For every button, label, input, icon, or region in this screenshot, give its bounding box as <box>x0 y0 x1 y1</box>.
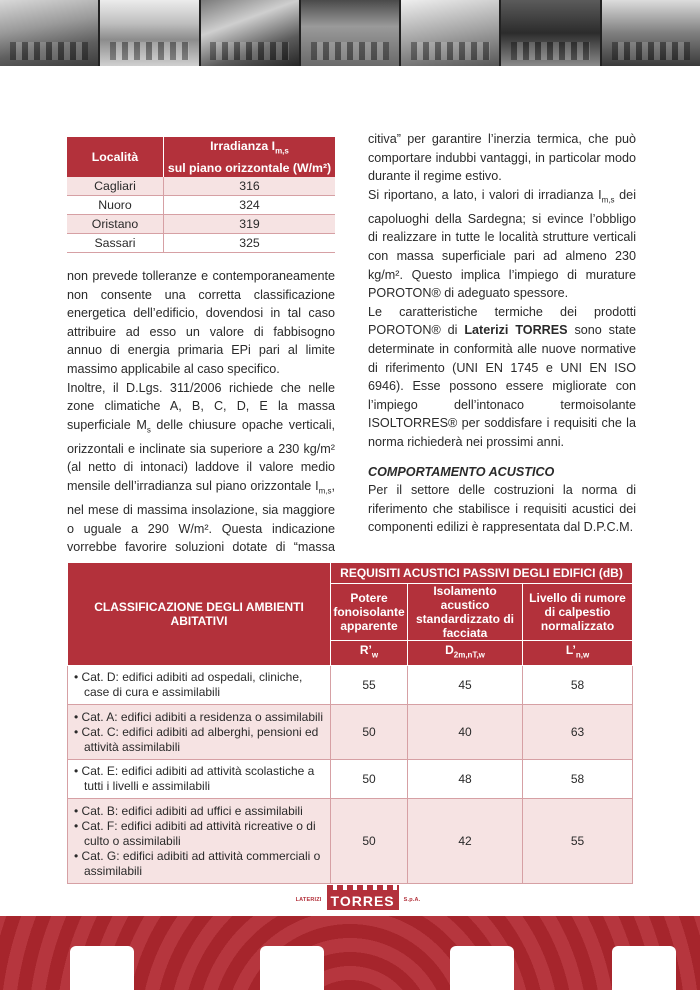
construction-photo <box>401 0 499 66</box>
company-name: Laterizi TORRES <box>464 323 568 338</box>
symbol-subscript: 2m,nT,w <box>453 650 485 660</box>
location-cell: Oristano <box>67 215 164 234</box>
column-header-facade-insulation: Isolamento acustico standardizzato di facciata <box>408 584 523 641</box>
value-cell: 45 <box>408 666 523 705</box>
left-column-text <box>67 267 335 576</box>
body-paragraph: citiva” per garantire l’inerzia termica, che può comportare indubbi vantaggi, in particolar modo durante il regime estivo. <box>368 132 636 184</box>
column-header-irradiance <box>164 137 336 177</box>
table-row <box>68 666 633 705</box>
construction-photo <box>0 0 98 66</box>
category-item: • Cat. A: edifici adibiti a residenza o assimilabili <box>74 710 324 725</box>
body-paragraph: non prevede tolleranze e contemporaneamente non consente una corretta classificazione energetica dell’edificio, dovendosi in tal caso attribuire ad esso un valore di fabbisogno annuo di energia primaria EPi pari al limite massimo applicabile al caso specifico. <box>67 269 335 376</box>
category-item: • Cat. C: edifici adibiti ad alberghi, pensioni ed attività assimilabili <box>74 725 324 755</box>
acoustic-requirements-table <box>67 562 633 884</box>
table-row <box>67 215 335 234</box>
header-photo-strip <box>0 0 700 66</box>
table-row <box>67 177 335 196</box>
irradiance-label: Irradianza I <box>210 139 276 154</box>
body-paragraph <box>368 303 636 452</box>
irradiance-cell: 324 <box>164 196 336 215</box>
category-cell <box>68 705 331 760</box>
category-item: • Cat. E: edifici adibiti ad attività scolastiche a tutti i livelli e assimilabili <box>74 764 324 794</box>
body-paragraph <box>368 186 636 303</box>
symbol-subscript: n,w <box>575 650 590 660</box>
irradiance-subscript: m,s <box>275 146 289 156</box>
symbol-subscript: w <box>371 650 379 660</box>
value-cell: 50 <box>331 760 408 799</box>
symbol-text: R’ <box>359 643 372 658</box>
construction-photo <box>602 0 700 66</box>
body-paragraph <box>67 379 335 576</box>
table-row <box>68 760 633 799</box>
right-column-text <box>368 130 636 537</box>
footer-tab <box>260 946 324 998</box>
symbol-r-w <box>331 641 408 666</box>
logo-right-text: S.p.A. <box>403 897 421 903</box>
column-header-location: Località <box>67 137 164 177</box>
table-row <box>67 234 335 253</box>
text-span: delle chiusure opache verticali, orizzontali e inclinate sia superiore a 230 kg/m² (al netto di intonaci) laddove il valore medio mensile dell’irradianza sul piano orizzontale I <box>67 417 335 494</box>
subscript: m,s <box>318 486 332 496</box>
category-cell <box>68 666 331 705</box>
irradiance-cell: 319 <box>164 215 336 234</box>
value-cell: 63 <box>523 705 633 760</box>
value-cell: 58 <box>523 666 633 705</box>
value-cell: 55 <box>523 799 633 884</box>
category-item: • Cat. G: edifici adibiti ad attività commerciali o assimilabili <box>74 849 324 879</box>
table-row <box>68 799 633 884</box>
location-cell: Sassari <box>67 234 164 253</box>
symbol-l-n-w <box>523 641 633 666</box>
value-cell: 50 <box>331 799 408 884</box>
value-cell: 42 <box>408 799 523 884</box>
column-header-impact-noise: Livello di rumore di calpestio normalizzato <box>523 584 633 641</box>
logo-main-text: TORRES <box>327 890 399 910</box>
value-cell: 40 <box>408 705 523 760</box>
irradiance-cell: 316 <box>164 177 336 196</box>
value-cell: 55 <box>331 666 408 705</box>
construction-photo <box>100 0 198 66</box>
value-cell: 58 <box>523 760 633 799</box>
category-cell <box>68 760 331 799</box>
logo-left-text: LATERIZI <box>295 897 322 903</box>
construction-photo <box>501 0 599 66</box>
column-header-sound-insulation: Potere fonoisolante apparente <box>331 584 408 641</box>
text-span: Si riportano, a lato, i valori di irradianza I <box>368 187 602 202</box>
construction-photo <box>301 0 399 66</box>
value-cell: 50 <box>331 705 408 760</box>
text-span: Le caratteristiche termiche dei prodotti POROTON® di <box>368 304 636 338</box>
table-row <box>68 705 633 760</box>
text-span: sono state determinate in conformità alle nuove normative di riferimento (UNI EN 1745 e UNI EN ISO 6946). Esse possono essere migliorate con l’impiego dell’intonaco termoisolante ISOLTORRES® per soddisfare i requisiti che la norma richiederà nei prossimi anni. <box>368 323 636 450</box>
category-item: • Cat. B: edifici adibiti ad uffici e assimilabili <box>74 804 324 819</box>
section-heading: COMPORTAMENTO ACUSTICO <box>368 464 555 479</box>
body-paragraph: Per il settore delle costruzioni la norma di riferimento che stabilisce i requisiti acustici dei componenti edilizi è rappresentata dal D.P.C.M. <box>368 483 636 535</box>
footer-tab <box>450 946 514 998</box>
subscript: s <box>146 425 151 435</box>
column-header-classification: CLASSIFICAZIONE DEGLI AMBIENTI ABITATIVI <box>68 563 331 666</box>
irradiance-table-header <box>67 137 335 177</box>
text-span: , nel mese di massima insolazione, sia maggiore o uguale a 290 W/m². Questa indicazione vorrebbe favorire soluzioni dotate di “massa <box>67 479 335 555</box>
irradiance-table <box>67 137 335 253</box>
torres-logo <box>295 888 421 912</box>
category-cell <box>68 799 331 884</box>
table-row <box>67 196 335 215</box>
symbol-text: D <box>445 643 454 658</box>
category-item: • Cat. D: edifici adibiti ad ospedali, cliniche, case di cura e assimilabili <box>74 670 324 700</box>
location-cell: Nuoro <box>67 196 164 215</box>
footer-tab <box>612 946 676 998</box>
text-span: dei capoluoghi della Sardegna; si evince l’obbligo di realizzare in tutte le località strutture verticali con massa superficiale pari ad almeno 230 kg/m². Questo implica l’impiego di murature POROTON® di adeguato spessore. <box>368 187 636 301</box>
irradiance-unit-label: sul piano orizzontale (W/m²) <box>167 160 332 175</box>
symbol-text: L’ <box>565 643 576 658</box>
table-header-row <box>68 563 633 584</box>
text-span: Inoltre, il D.Lgs. 311/2006 richiede che nelle zone climatiche A, B, C, D, E la massa superficiale M <box>67 380 335 432</box>
footer-tab <box>70 946 134 998</box>
category-item: • Cat. F: edifici adibiti ad attività ricreative o di culto o assimilabili <box>74 819 324 849</box>
group-header-requirements: REQUISITI ACUSTICI PASSIVI DEGLI EDIFICI (dB) <box>331 563 633 584</box>
subscript: m,s <box>601 195 615 205</box>
location-cell: Cagliari <box>67 177 164 196</box>
irradiance-cell: 325 <box>164 234 336 253</box>
construction-photo <box>201 0 299 66</box>
symbol-d-2m-nt-w <box>408 641 523 666</box>
value-cell: 48 <box>408 760 523 799</box>
